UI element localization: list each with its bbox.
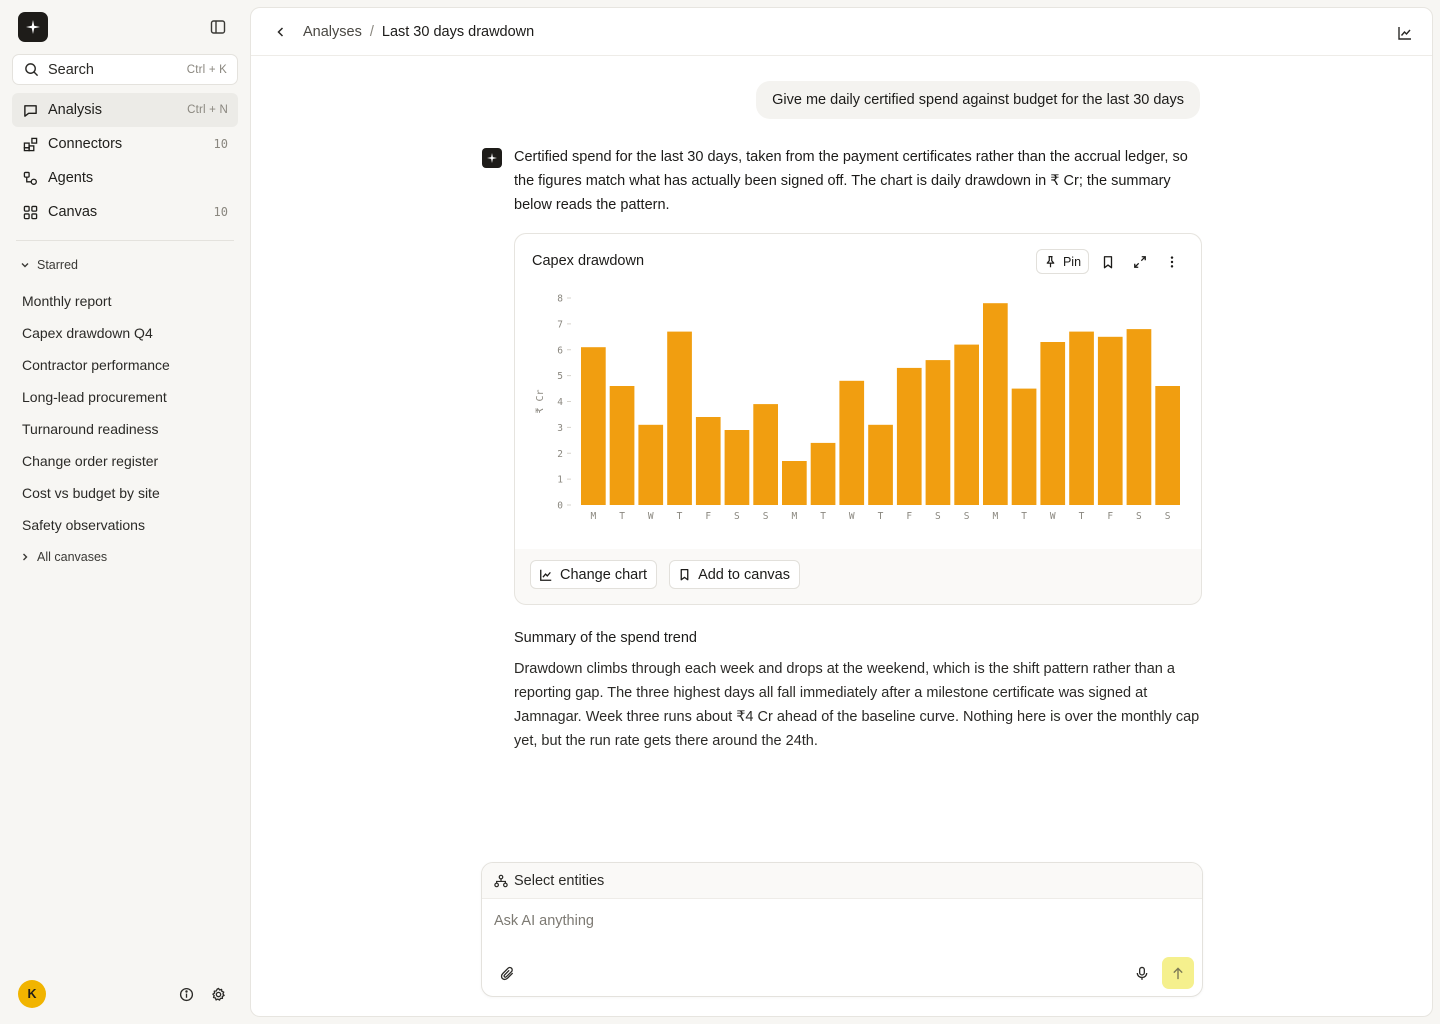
pin-label: Pin: [1062, 254, 1082, 269]
chart-bar[interactable]: [1012, 389, 1037, 505]
y-tick-label: 0: [557, 500, 563, 512]
sidebar-item-canvas[interactable]: [12, 195, 238, 229]
starred-item[interactable]: Change order register: [22, 453, 159, 469]
chart-bar[interactable]: [638, 425, 663, 505]
x-tick-label: M: [590, 511, 597, 522]
sidebar-item-agents[interactable]: [12, 161, 238, 195]
add-to-canvas-button[interactable]: [669, 560, 800, 589]
sparkle-logo-icon[interactable]: [18, 12, 48, 42]
starred-item[interactable]: Long-lead procurement: [22, 389, 167, 405]
y-tick-label: 4: [557, 397, 563, 408]
y-tick-label: 8: [557, 293, 563, 305]
starred-item[interactable]: Turnaround readiness: [22, 421, 159, 437]
pin-button[interactable]: [1036, 249, 1089, 274]
summary-text: Drawdown climbs through each week and drops at the weekend, which is the shift pattern rather than a reporting gap. The three highest days all fall immediately after a milestone certificate was signed at Jamnagar. Week three runs about ₹4 Cr ahead of the baseline curve. Nothing here is over the monthly cap yet, but the run rate gets there around the 24th.: [514, 661, 1200, 749]
x-tick-label: F: [705, 511, 712, 522]
sidebar-nav: [12, 93, 238, 229]
main-panel: [250, 7, 1433, 1017]
arrow-up-icon: [1172, 967, 1184, 980]
chart-bar[interactable]: [1069, 332, 1094, 505]
y-tick-label: 6: [557, 345, 563, 357]
info-icon[interactable]: [178, 986, 194, 1002]
back-chevron-icon[interactable]: [273, 24, 289, 40]
x-tick-label: T: [877, 511, 884, 522]
y-axis-label: ₹ Cr: [535, 389, 546, 414]
chart-card-body: [515, 234, 1201, 549]
chart-bar[interactable]: [753, 404, 778, 505]
gear-icon[interactable]: [210, 986, 226, 1002]
search-button[interactable]: [12, 54, 238, 85]
top-bar: [251, 8, 1432, 56]
sidebar-item-label: Canvas: [48, 204, 98, 220]
chart-bar[interactable]: [897, 368, 922, 505]
chart-bar[interactable]: [868, 425, 893, 505]
chevron-right-icon: [20, 551, 32, 563]
sidebar-item-label: Connectors: [48, 136, 123, 152]
x-tick-label: S: [935, 511, 941, 522]
breadcrumb-parent[interactable]: Analyses: [303, 23, 362, 40]
x-tick-label: T: [820, 511, 826, 522]
send-button[interactable]: [1162, 957, 1194, 989]
chart-bar[interactable]: [926, 360, 951, 505]
chart-bar[interactable]: [1040, 342, 1065, 505]
x-tick-label: S: [734, 511, 740, 522]
starred-section-label: Starred: [37, 258, 78, 272]
starred-list: [22, 285, 170, 541]
summary-title: Summary of the spend trend: [514, 630, 697, 646]
change-chart-label: Change chart: [560, 566, 648, 583]
all-canvases-toggle[interactable]: [20, 550, 107, 564]
x-tick-label: S: [1164, 511, 1171, 522]
x-tick-label: T: [1078, 511, 1085, 522]
chart-bar[interactable]: [610, 386, 635, 505]
grid-icon: [22, 204, 38, 220]
starred-item[interactable]: Capex drawdown Q4: [22, 325, 153, 341]
microphone-icon[interactable]: [1133, 964, 1151, 982]
chart-card: [514, 233, 1202, 605]
x-tick-label: T: [619, 511, 625, 522]
ai-sparkle-icon: [482, 148, 502, 168]
chart-bar[interactable]: [581, 347, 606, 505]
connector-icon: [22, 136, 38, 152]
x-tick-label: T: [1021, 511, 1027, 522]
bar-chart: [529, 288, 1189, 528]
breadcrumb-separator: /: [369, 23, 374, 40]
x-tick-label: F: [906, 511, 913, 522]
sidebar-item-connectors[interactable]: [12, 127, 238, 161]
x-tick-label: S: [762, 511, 769, 522]
ai-message: Certified spend for the last 30 days, taken from the payment certificates rather than the accrual ledger, so the figures match what has actually been signed off. The chart is daily drawdown in ₹ Cr; the summary below reads the pattern.: [514, 149, 1188, 213]
select-entities-label: Select entities: [514, 872, 605, 889]
sidebar-item-count: 10: [213, 137, 228, 151]
ask-input[interactable]: Ask AI anything: [494, 913, 594, 929]
sidebar-item-shortcut: Ctrl + N: [187, 104, 228, 116]
chart-title: Capex drawdown: [532, 253, 645, 269]
bookmark-icon[interactable]: [1099, 253, 1117, 271]
y-tick-label: 5: [557, 371, 563, 383]
breadcrumb-current: Last 30 days drawdown: [381, 23, 535, 40]
starred-item[interactable]: Monthly report: [22, 293, 112, 309]
starred-item[interactable]: Contractor performance: [22, 357, 170, 373]
chart-bar[interactable]: [782, 461, 807, 505]
change-chart-button[interactable]: [530, 560, 657, 589]
line-chart-icon[interactable]: [1396, 24, 1414, 42]
agents-icon: [22, 170, 38, 186]
select-entities-button[interactable]: [482, 863, 1202, 899]
add-to-canvas-label: Add to canvas: [698, 566, 790, 583]
chart-card-actions: [530, 560, 800, 589]
chart-bar[interactable]: [839, 381, 864, 505]
chart-bar[interactable]: [667, 332, 692, 505]
more-vertical-icon[interactable]: [1163, 253, 1181, 271]
search-icon: [24, 62, 39, 77]
starred-item[interactable]: Cost vs budget by site: [22, 485, 160, 501]
y-tick-label: 7: [557, 319, 563, 331]
chart-bar[interactable]: [1127, 329, 1152, 505]
chart-bar[interactable]: [983, 303, 1008, 505]
sidebar-toggle-icon[interactable]: [208, 17, 228, 37]
sidebar-item-label: Analysis: [48, 102, 102, 118]
x-tick-label: F: [1107, 511, 1114, 522]
x-tick-label: M: [992, 511, 999, 522]
x-tick-label: W: [848, 511, 855, 522]
x-tick-label: W: [1049, 511, 1056, 522]
y-tick-label: 1: [557, 474, 563, 486]
paperclip-icon[interactable]: [498, 964, 516, 982]
y-tick-label: 3: [557, 422, 563, 434]
composer: [481, 862, 1203, 997]
sidebar-item-count: 10: [213, 205, 228, 219]
chart-bar[interactable]: [1098, 337, 1123, 505]
search-label: Search: [48, 61, 94, 78]
chart-bar[interactable]: [1155, 386, 1180, 505]
x-tick-label: W: [647, 511, 654, 522]
sidebar: [0, 0, 250, 1024]
all-canvases-label: All canvases: [37, 550, 108, 564]
x-tick-label: S: [1136, 511, 1142, 522]
x-tick-label: M: [791, 511, 798, 522]
chart-bar[interactable]: [954, 345, 979, 505]
starred-section-toggle[interactable]: [20, 258, 78, 272]
sidebar-divider: [16, 240, 234, 241]
chat-bubble-icon: [22, 102, 38, 118]
chart-bar[interactable]: [811, 443, 836, 505]
sidebar-item-label: Agents: [48, 170, 94, 186]
entities-icon: [494, 874, 508, 888]
user-message: Give me daily certified spend against budget for the last 30 days: [756, 81, 1200, 119]
pin-icon: [1044, 255, 1057, 268]
search-shortcut: Ctrl + K: [186, 63, 227, 76]
chart-bar[interactable]: [725, 430, 750, 505]
starred-item[interactable]: Safety observations: [22, 517, 145, 533]
bookmark-icon: [678, 568, 691, 581]
avatar[interactable]: K: [18, 980, 46, 1008]
y-tick-label: 2: [557, 448, 563, 460]
x-tick-label: S: [963, 511, 970, 522]
chart-bar[interactable]: [696, 417, 721, 505]
expand-icon[interactable]: [1131, 253, 1149, 271]
line-chart-icon: [539, 568, 553, 582]
chevron-down-icon: [20, 259, 32, 271]
sidebar-item-analysis[interactable]: [12, 93, 238, 127]
x-tick-label: T: [676, 511, 683, 522]
